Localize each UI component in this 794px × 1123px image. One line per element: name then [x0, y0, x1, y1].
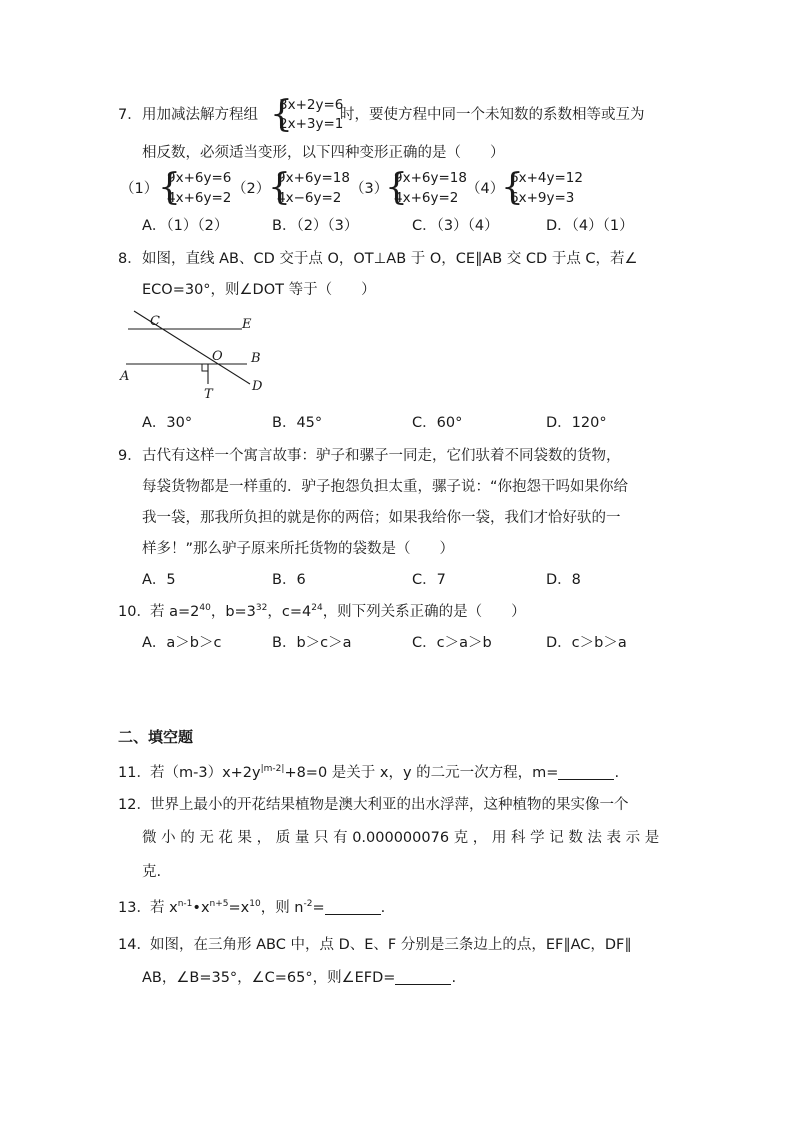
q10-option-c[interactable]: C．c＞a＞b: [412, 635, 492, 651]
q10-option-d[interactable]: D．c＞b＞a: [546, 635, 627, 651]
q11-text-a: 若（m-3）x+2y: [150, 765, 261, 781]
q10-text-d: ，则下列关系正确的是（ ）: [322, 604, 526, 620]
q10-number: 10．: [118, 604, 151, 620]
q7-variant-4-label: （4）: [466, 181, 505, 197]
q7-number: 7．: [118, 107, 142, 123]
brace-symbol: {: [270, 94, 293, 135]
q7-option-a[interactable]: A．（1）（2）: [142, 218, 229, 234]
q8-option-c[interactable]: C．60°: [412, 415, 463, 431]
q13-text-c: =x: [228, 900, 250, 916]
q10-text-c: ，c=4: [267, 604, 312, 620]
q12-text-line1: 世界上最小的开花结果植物是澳大利亚的出水浮萍，这种植物的果实像一个: [150, 797, 629, 813]
q13-answer-blank[interactable]: [325, 900, 381, 915]
q7-variant-2-system: [268, 168, 348, 208]
q7-variant-3-eq1: 9x+6y=18: [394, 170, 467, 186]
q7-variant-1-system: [158, 168, 234, 208]
q14-text-line2b: .: [451, 970, 457, 986]
brace-symbol: {: [268, 167, 291, 208]
q7-variant-3-label: （3）: [350, 181, 389, 197]
q13-text-d: ，则 n: [260, 900, 304, 916]
q11-text: [150, 763, 619, 783]
q9-text-line3: 我一袋，那我所负担的就是你的两倍；如果我给你一袋，我们才恰好驮的一: [142, 510, 621, 526]
q11-text-b: +8=0 是关于 x，y 的二元一次方程，m=: [284, 765, 559, 781]
q9-option-c[interactable]: C．7: [412, 572, 446, 588]
q9-option-a[interactable]: A．5: [142, 572, 176, 588]
q10-text-a: 若 a=2: [150, 604, 200, 620]
q7-variant-4-eq1: 6x+4y=12: [510, 170, 583, 186]
q7-variant-1-eq2: 4x+6y=2: [167, 190, 232, 206]
label-a: A: [120, 369, 130, 384]
q13-text-a: 若 x: [150, 900, 178, 916]
q13-number: 13．: [118, 900, 151, 916]
section-title-fill-in: 二、填空题: [118, 728, 194, 746]
q7-variant-2-eq2: 4x−6y=2: [277, 190, 342, 206]
q8-text-line1: 如图，直线 AB、CD 交于点 O，OT⊥AB 于 O，CE∥AB 交 CD 于点 C，若∠: [142, 251, 638, 267]
brace-symbol: {: [158, 167, 181, 208]
q7-text-line2: 相反数，必须适当变形，以下四种变形正确的是（ ）: [142, 145, 505, 161]
label-b: B: [251, 351, 261, 366]
q12-text-line3: 克.: [142, 864, 162, 880]
q7-variant-1-label: （1）: [120, 181, 159, 197]
q8-figure: [112, 306, 272, 402]
q10-text-b: ，b=3: [210, 604, 256, 620]
q10-option-a[interactable]: A．a＞b＞c: [142, 635, 222, 651]
q11-text-c: .: [614, 765, 620, 781]
right-angle-mark: [202, 364, 208, 371]
q10-exp-c: 24: [311, 603, 323, 613]
q10-exp-a: 40: [199, 603, 211, 613]
q13-text: [150, 898, 385, 918]
q14-text-line1: 如图，在三角形 ABC 中，点 D、E、F 分别是三条边上的点，EF∥AC，DF∥: [150, 937, 632, 953]
q7-option-d[interactable]: D．（4）（1）: [546, 218, 634, 234]
q14-text-line2: [142, 968, 456, 988]
q7-text-pre: 用加减法解方程组: [142, 107, 258, 123]
q8-option-b[interactable]: B．45°: [272, 415, 323, 431]
q7-variant-3-eq2: 4x+6y=2: [394, 190, 459, 206]
q12-number: 12．: [118, 797, 151, 813]
q9-text-line2: 每袋货物都是一样重的．驴子抱怨负担太重，骡子说：“你抱怨干吗如果你给: [142, 479, 629, 495]
q8-option-d[interactable]: D．120°: [546, 415, 607, 431]
q10-option-b[interactable]: B．b＞c＞a: [272, 635, 352, 651]
q9-text-line4: 样多！”那么驴子原来所托货物的袋数是（ ）: [142, 541, 455, 557]
q7-text-post: 时，要使方程中同一个未知数的系数相等或互为: [340, 107, 645, 123]
q14-text-line2a: AB，∠B=35°，∠C=65°，则∠EFD=: [142, 970, 396, 986]
q7-variant-2-eq1: 9x+6y=18: [277, 170, 350, 186]
q7-option-b[interactable]: B．（2）（3）: [272, 218, 359, 234]
q13-text-e: =: [312, 900, 325, 916]
q13-text-b: •x: [192, 900, 210, 916]
brace-symbol: {: [385, 167, 408, 208]
q9-text-line1: 古代有这样一个寓言故事：驴子和骡子一同走，它们驮着不同袋数的货物，: [142, 448, 621, 464]
label-t: T: [204, 387, 213, 402]
label-e: E: [242, 317, 252, 332]
q10-text: [150, 602, 526, 622]
q11-number: 11．: [118, 765, 151, 781]
q7-variant-3-system: [385, 168, 465, 208]
q7-variant-1-eq1: 9x+6y=6: [167, 170, 232, 186]
q7-variant-4-system: [501, 168, 581, 208]
q7-equation-system: [270, 94, 344, 135]
q12-text-line2: 微 小 的 无 花 果 ， 质 量 只 有 0.000000076 克 ， 用 科 学 记 数 法 表 示 是: [142, 830, 660, 846]
q9-option-b[interactable]: B．6: [272, 572, 306, 588]
q8-text-line2: ECO=30°，则∠DOT 等于（ ）: [142, 282, 376, 298]
label-d: D: [252, 379, 263, 394]
q13-exp-3: 10: [249, 899, 261, 909]
q9-option-d[interactable]: D．8: [546, 572, 581, 588]
q10-exp-b: 32: [255, 603, 268, 613]
q11-exponent: |m-2|: [260, 764, 285, 774]
q8-number: 8．: [118, 251, 142, 267]
brace-symbol: {: [501, 167, 524, 208]
q13-exp-2: n+5: [209, 899, 229, 909]
q7-option-c[interactable]: C．（3）（4）: [412, 218, 499, 234]
q7-variant-4-eq2: 6x+9y=3: [510, 190, 575, 206]
q7-variant-2-label: （2）: [232, 181, 271, 197]
q13-exp-1: n-1: [177, 899, 193, 909]
q13-exp-4: -2: [303, 899, 313, 909]
q11-answer-blank[interactable]: [558, 765, 614, 780]
q14-number: 14．: [118, 937, 151, 953]
q13-text-f: .: [380, 900, 386, 916]
q7-sys-eq2: 2x+3y=1: [279, 116, 344, 132]
q9-number: 9．: [118, 448, 142, 464]
label-o: O: [212, 349, 223, 364]
label-c: C: [150, 314, 160, 329]
q14-answer-blank[interactable]: [395, 970, 451, 985]
q8-option-a[interactable]: A．30°: [142, 415, 193, 431]
q7-sys-eq1: 3x+2y=6: [279, 97, 344, 113]
